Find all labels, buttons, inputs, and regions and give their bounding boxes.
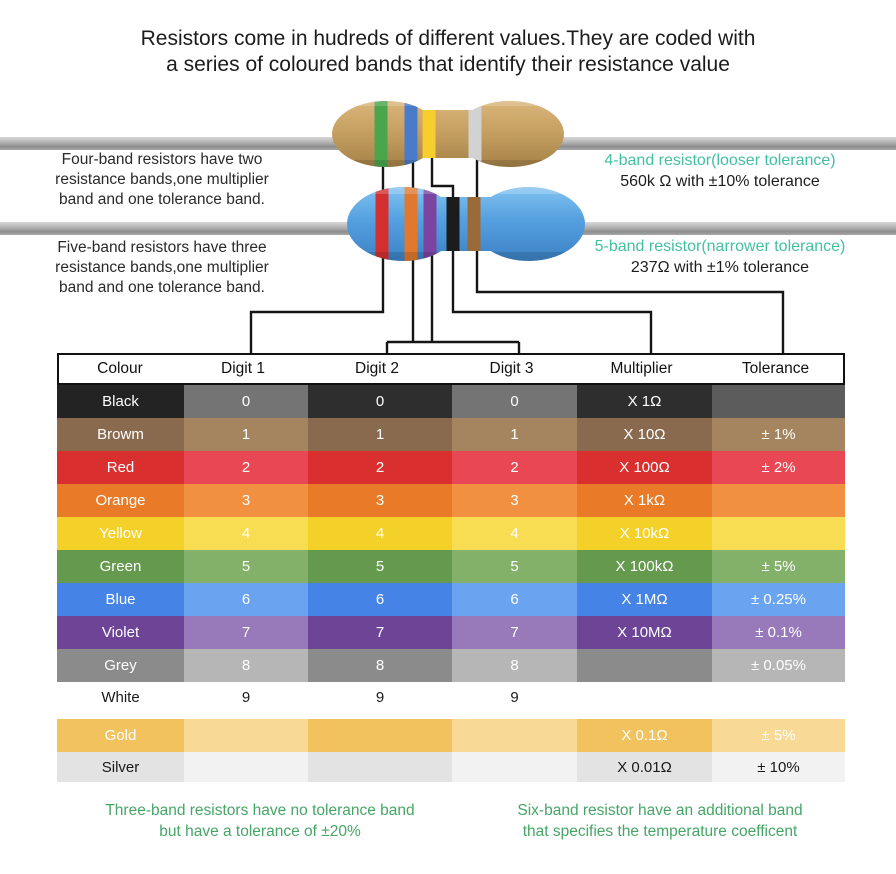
three-band-note-line1: Three-band resistors have no tolerance band [105,802,415,819]
cell-white-digit2: 9 [308,682,452,712]
table-row-silver [57,752,845,782]
cell-blue-digit1: 6 [184,583,308,616]
cell-brown-digit2: 1 [308,418,452,451]
cell-violet-colour: Violet [57,616,184,649]
cell-red-digit2: 2 [308,451,452,484]
cell-black-tolerance [712,385,845,418]
cell-gold-multiplier: X 0.1Ω [577,719,712,752]
table-row-blue [57,583,845,616]
cell-grey-tolerance: ± 0.05% [712,649,845,682]
four-band-example [580,150,860,192]
cell-silver-digit2 [308,752,452,782]
cell-white-multiplier [577,682,712,712]
cell-white-tolerance [712,682,845,712]
cell-silver-digit3 [452,752,577,782]
cell-orange-digit1: 3 [184,484,308,517]
header-multiplier: Multiplier [610,360,673,377]
cell-orange-digit2: 3 [308,484,452,517]
cell-grey-digit2: 8 [308,649,452,682]
cell-green-tolerance: ± 5% [712,550,845,583]
colour-code-table [57,353,845,782]
cell-green-colour: Green [57,550,184,583]
three-band-note-line2: but have a tolerance of ±20% [159,823,361,840]
header-colour: Colour [97,360,143,377]
cell-gold-tolerance: ± 5% [712,719,845,752]
six-band-note [470,800,850,842]
cell-violet-tolerance: ± 0.1% [712,616,845,649]
table-row-white [57,682,845,712]
table-row-gold [57,719,845,752]
cell-yellow-tolerance [712,517,845,550]
cell-green-digit3: 5 [452,550,577,583]
cell-yellow-colour: Yellow [57,517,184,550]
table-header-row [57,353,845,385]
cell-orange-digit3: 3 [452,484,577,517]
title-line-1: Resistors come in hudreds of different values.They are coded with [140,27,756,50]
four-band-resistor-illustration [328,96,570,172]
cell-blue-tolerance: ± 0.25% [712,583,845,616]
cell-grey-digit3: 8 [452,649,577,682]
table-row-yellow [57,517,845,550]
cell-white-digit3: 9 [452,682,577,712]
cell-grey-colour: Grey [57,649,184,682]
table-row-red [57,451,845,484]
cell-yellow-multiplier: X 10kΩ [577,517,712,550]
cell-silver-colour: Silver [57,752,184,782]
cell-green-multiplier: X 100kΩ [577,550,712,583]
cell-gold-digit1 [184,719,308,752]
cell-grey-digit1: 8 [184,649,308,682]
table-row-violet [57,616,845,649]
band-black [447,183,460,265]
cell-red-digit3: 2 [452,451,577,484]
five-band-description-line3: band and one tolerance band. [59,279,265,296]
table-row-brown [57,418,845,451]
table-row-grey [57,649,845,682]
cell-gold-digit2 [308,719,452,752]
table-row-orange [57,484,845,517]
cell-black-digit3: 0 [452,385,577,418]
four-band-description-line2: resistance bands,one multiplier [55,171,269,188]
cell-green-digit2: 5 [308,550,452,583]
header-digit-3: Digit 3 [489,360,534,377]
five-band-description [32,238,292,298]
five-band-example [580,236,860,278]
cell-brown-colour: Browm [57,418,184,451]
cell-orange-tolerance [712,484,845,517]
four-band-description [32,150,292,210]
four-band-description-line3: band and one tolerance band. [59,191,265,208]
cell-blue-colour: Blue [57,583,184,616]
cell-yellow-digit1: 4 [184,517,308,550]
cell-brown-tolerance: ± 1% [712,418,845,451]
cell-silver-digit1 [184,752,308,782]
cell-violet-digit2: 7 [308,616,452,649]
cell-gold-colour: Gold [57,719,184,752]
five-band-resistor-illustration [343,183,589,265]
four-band-description-line1: Four-band resistors have two [61,151,263,168]
cell-yellow-digit3: 4 [452,517,577,550]
cell-violet-digit3: 7 [452,616,577,649]
cell-violet-digit1: 7 [184,616,308,649]
header-tolerance: Tolerance [741,360,810,377]
four-band-example-heading: 4-band resistor(looser tolerance) [604,152,836,169]
cell-red-tolerance: ± 2% [712,451,845,484]
cell-black-multiplier: X 1Ω [577,385,712,418]
cell-blue-digit2: 6 [308,583,452,616]
cell-blue-multiplier: X 1MΩ [577,583,712,616]
cell-black-digit2: 0 [308,385,452,418]
cell-gold-digit3 [452,719,577,752]
cell-white-colour: White [57,682,184,712]
table-row-black [57,385,845,418]
five-band-example-heading: 5-band resistor(narrower tolerance) [594,238,846,255]
table-row-green [57,550,845,583]
cell-red-digit1: 2 [184,451,308,484]
header-digit-1: Digit 1 [221,360,265,377]
cell-red-multiplier: X 100Ω [577,451,712,484]
cell-orange-colour: Orange [57,484,184,517]
band-brown [468,183,481,265]
cell-violet-multiplier: X 10MΩ [577,616,712,649]
cell-grey-multiplier [577,649,712,682]
cell-silver-multiplier: X 0.01Ω [577,752,712,782]
five-band-example-value: 237Ω with ±1% tolerance [630,259,810,276]
cell-green-digit1: 5 [184,550,308,583]
cell-brown-multiplier: X 10Ω [577,418,712,451]
cell-blue-digit3: 6 [452,583,577,616]
cell-black-digit1: 0 [184,385,308,418]
three-band-note [70,800,450,842]
six-band-note-line2: that specifies the temperature coefficent [522,823,798,840]
six-band-note-line1: Six-band resistor have an additional band [517,802,803,819]
cell-silver-tolerance: ± 10% [712,752,845,782]
cell-yellow-digit2: 4 [308,517,452,550]
band-yellow [423,96,436,172]
cell-brown-digit3: 1 [452,418,577,451]
cell-orange-multiplier: X 1kΩ [577,484,712,517]
header-digit-2: Digit 2 [355,360,399,377]
five-band-description-line2: resistance bands,one multiplier [55,259,269,276]
table-gap-row [57,712,845,719]
cell-red-colour: Red [57,451,184,484]
four-band-example-value: 560k Ω with ±10% tolerance [620,173,820,190]
five-band-description-line1: Five-band resistors have three [57,239,267,256]
title-line-2: a series of coloured bands that identify their resistance value [166,53,730,76]
cell-white-digit1: 9 [184,682,308,712]
cell-black-colour: Black [57,385,184,418]
cell-brown-digit1: 1 [184,418,308,451]
